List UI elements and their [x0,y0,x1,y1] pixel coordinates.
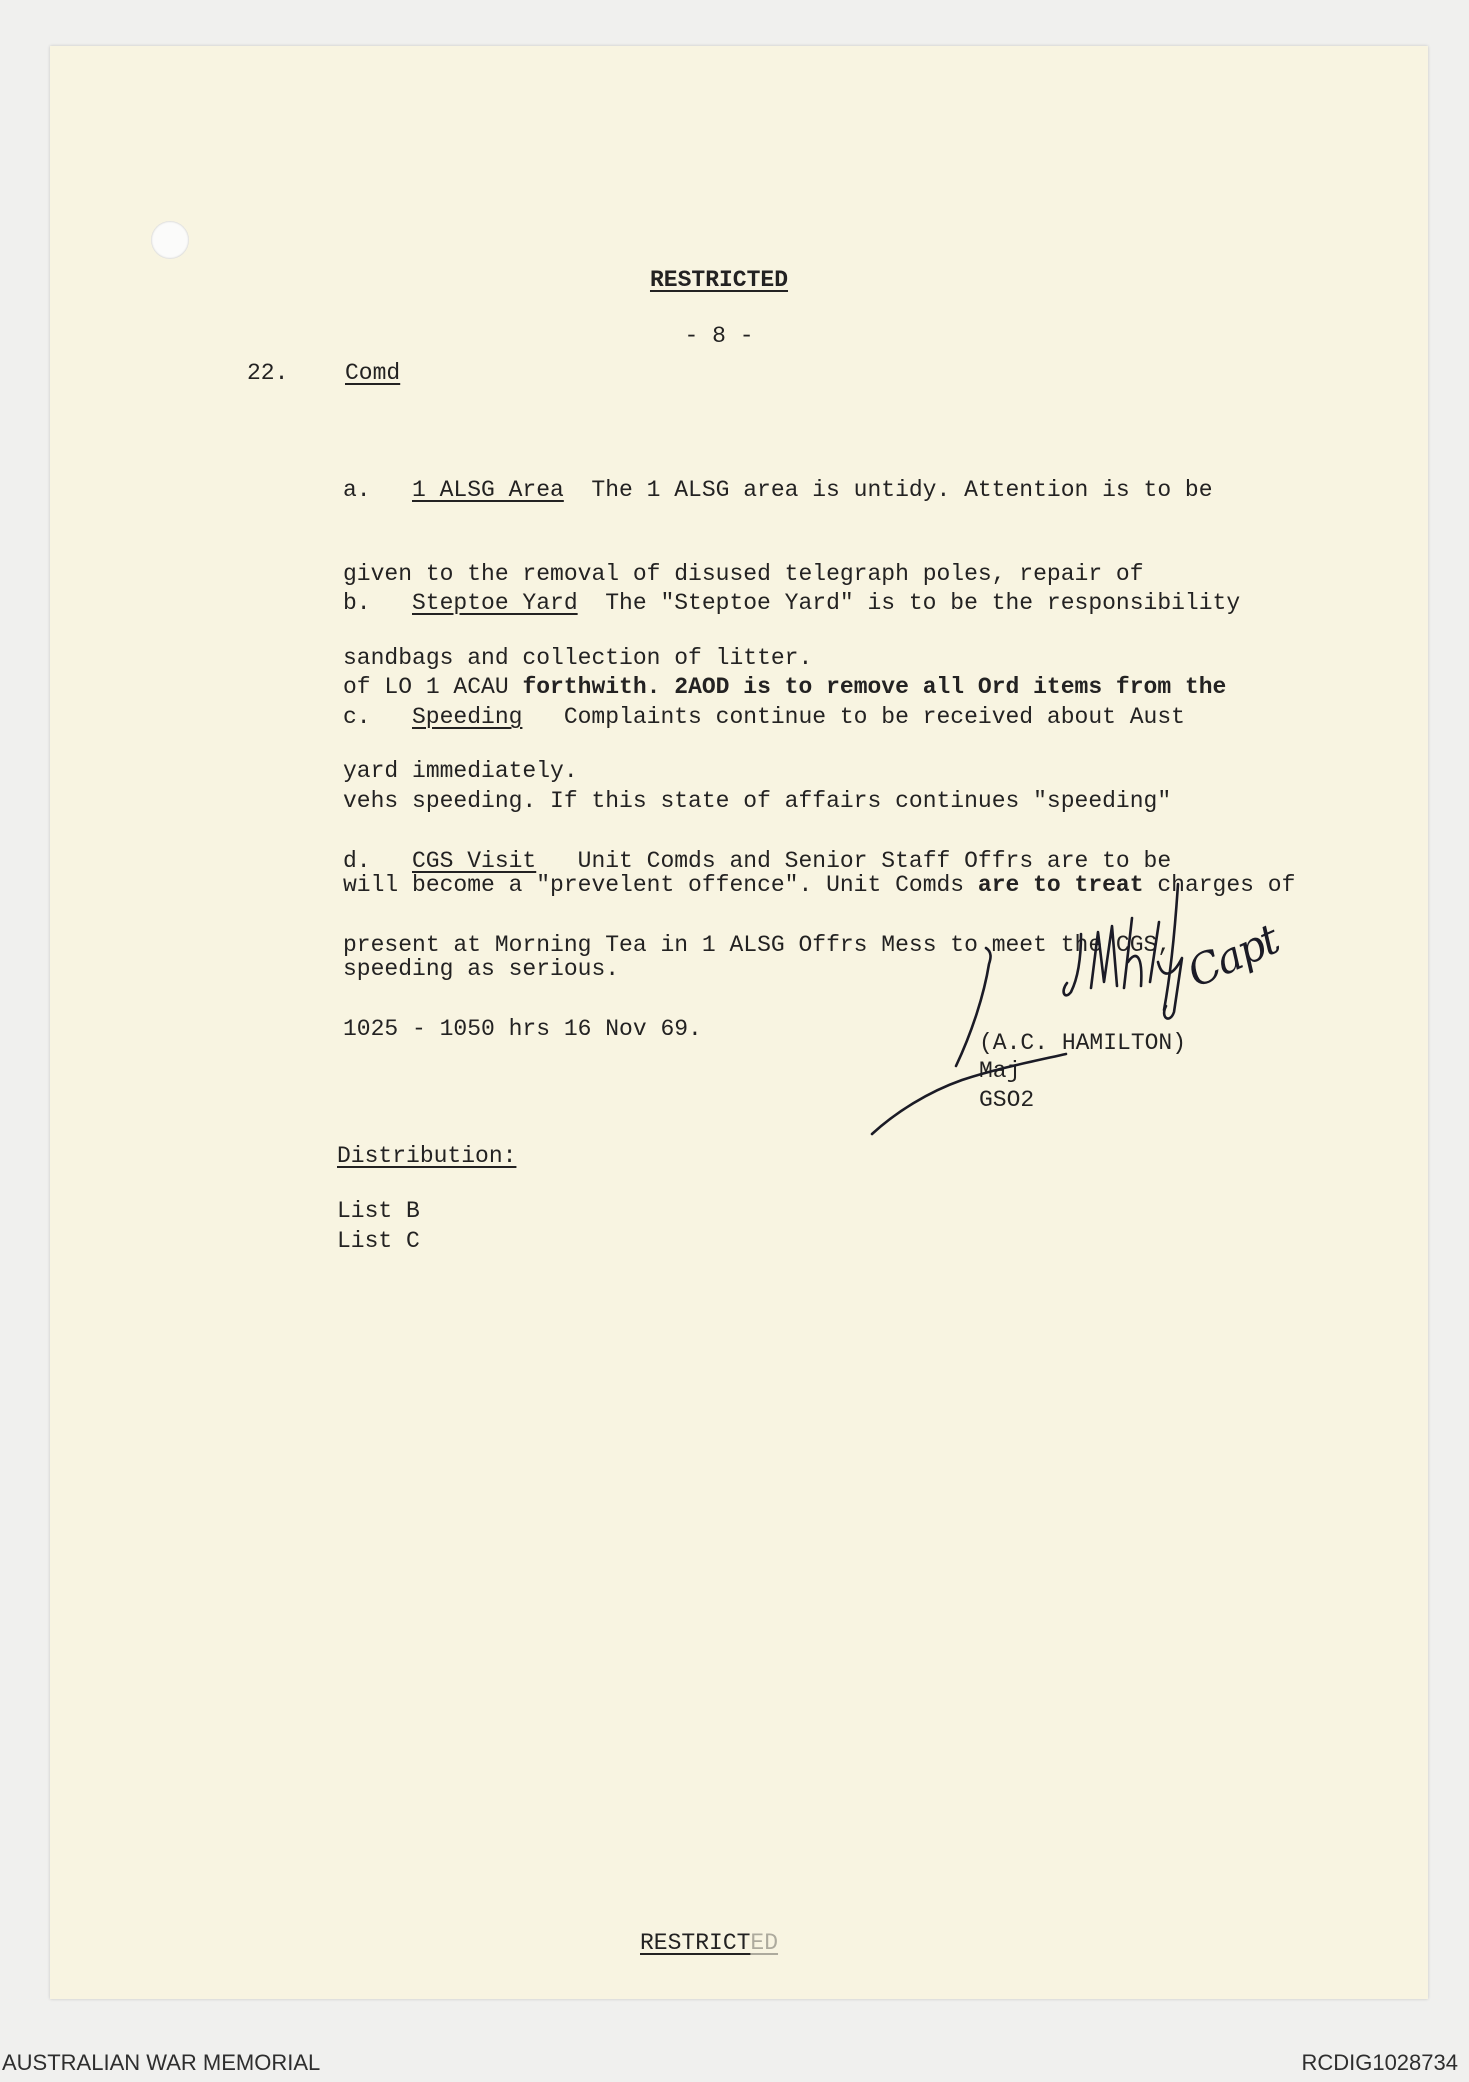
archive-reference: RCDIG1028734 [1301,2050,1458,2075]
paragraph-line: vehs speeding. If this state of affairs continues "speeding" [343,788,1172,814]
paragraph-text: charges of [1143,872,1296,898]
classification-footer-faded: ED [750,1930,779,1956]
paragraph-text-emphasis: forthwith. 2AOD is to remove all Ord items from the [522,674,1227,700]
signatory-name: (A.C. HAMILTON) [979,1030,1187,1056]
distribution-item: List B [337,1198,420,1224]
paragraph-line: yard immediately. [343,758,578,784]
archive-name: AUSTRALIAN WAR MEMORIAL [2,2050,321,2075]
paragraph-heading: CGS Visit [412,848,537,874]
signature-annotation-text: Capt [1180,914,1285,998]
section-number: 22. [247,360,289,386]
paragraph-line: given to the removal of disused telegraph poles, repair of [343,561,1144,587]
paragraph-heading: 1 ALSG Area [412,477,564,503]
paragraph-line: present at Morning Tea in 1 ALSG Offrs Mess to meet the CGS, [343,932,1172,958]
classification-footer [640,1929,778,1957]
paragraph-text: of LO 1 ACAU [343,674,523,700]
paragraph-marker: b. [343,590,371,616]
paragraph-marker: c. [343,704,371,730]
paragraph-text-emphasis: are to treat [977,872,1144,898]
paragraph-line [343,703,1295,731]
paragraph-text: The "Steptoe Yard" is to be the responsibility [605,590,1241,616]
section-title: Comd [345,360,401,386]
paragraph-heading: Steptoe Yard [412,590,578,616]
classification-header: RESTRICTED [649,267,789,293]
paragraph-line [343,847,1171,875]
paragraph-line [343,476,1213,504]
paragraph-line: sandbags and collection of litter. [343,645,813,671]
paragraph-line [343,589,1240,617]
signatory-appointment: GSO2 [979,1087,1035,1113]
distribution-title: Distribution: [337,1143,517,1169]
paragraph-text: Unit Comds and Senior Staff Offrs are to be [577,848,1172,874]
punch-hole [151,221,189,259]
paragraph-marker: d. [343,848,371,874]
paragraph-text: Complaints continue to be received about Aust [563,704,1185,730]
paragraph-text: The 1 ALSG area is untidy. Attention is to be [591,477,1213,503]
page-number: - 8 - [684,323,754,349]
distribution-item: List C [337,1228,420,1254]
signatory-rank: Maj [979,1058,1021,1084]
paragraph-text: will become a "prevelent offence". Unit Comds [343,872,978,898]
paragraph-line: 1025 - 1050 hrs 16 Nov 69. [343,1016,702,1042]
paragraph-line: speeding as serious. [343,956,620,982]
paragraph-marker: a. [343,477,371,503]
classification-footer-visible: RESTRICT [640,1930,751,1956]
paragraph-heading: Speeding [412,704,523,730]
